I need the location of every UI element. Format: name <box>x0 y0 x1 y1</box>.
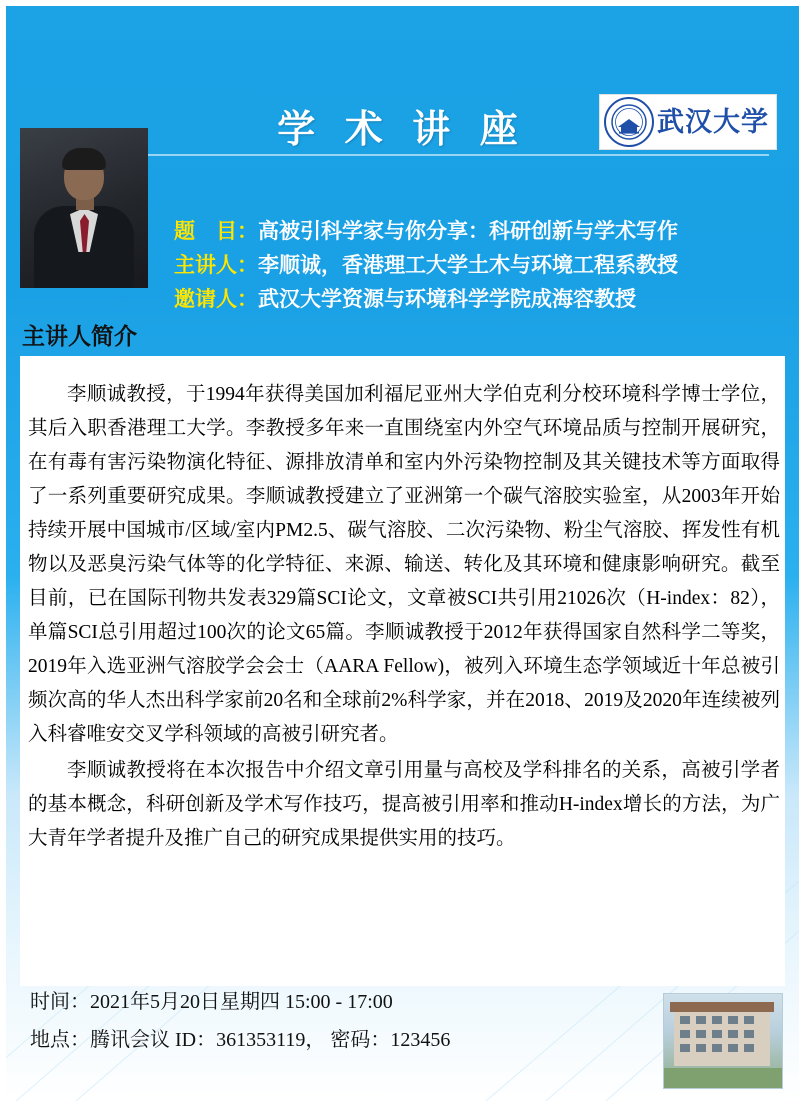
speaker-portrait <box>20 128 148 288</box>
footer-label-time: 时间： <box>30 991 90 1013</box>
university-logo-text: 武汉大学 <box>657 106 769 137</box>
campus-building-photo <box>663 993 783 1089</box>
info-row-speaker <box>174 248 784 282</box>
info-value-speaker: 李顺诚，香港理工大学土木与环境工程系教授 <box>258 253 678 277</box>
info-value-topic: 高被引科学家与你分享：科研创新与学术写作 <box>258 219 678 243</box>
info-value-inviter: 武汉大学资源与环境科学学院成海容教授 <box>258 287 636 311</box>
university-seal-icon <box>604 97 654 147</box>
lecture-info <box>174 214 784 316</box>
info-row-inviter <box>174 282 784 316</box>
bio-body <box>28 378 780 858</box>
bio-heading: 主讲人简介 <box>22 324 137 349</box>
page-title: 学 术 讲 座 <box>277 109 528 151</box>
university-logo <box>599 94 777 150</box>
info-row-topic <box>174 214 784 248</box>
footer-row-location <box>30 1021 670 1059</box>
footer-value-time: 2021年5月20日星期四 15:00 - 17:00 <box>90 991 393 1013</box>
info-label-inviter: 邀请人： <box>174 287 258 311</box>
footer-value-location: 腾讯会议 ID：361353119， 密码：123456 <box>90 1029 451 1051</box>
info-label-speaker: 主讲人： <box>174 253 258 277</box>
info-label-topic: 题 目： <box>174 219 258 243</box>
footer-row-time <box>30 983 670 1021</box>
bio-paragraph-2: 李顺诚教授将在本次报告中介绍文章引用量与高校及学科排名的关系，高被引学者的基本概念，科研创新及学术写作技巧，提高被引用率和推动H-index增长的方法，为广大青年学者提升及推广自己的研究成果提供实用的技巧。 <box>28 760 780 849</box>
event-details <box>30 983 670 1059</box>
footer-label-location: 地点： <box>30 1029 90 1051</box>
poster-frame <box>6 6 799 1101</box>
bio-paragraph-1: 李顺诚教授，于1994年获得美国加利福尼亚州大学伯克利分校环境科学博士学位，其后入职香港理工大学。李教授多年来一直围绕室内外空气环境品质与控制开展研究，在有毒有害污染物演化特征、源排放清单和室内外污染物控制及其关键技术等方面取得了一系列重要研究成果。李顺诚教授建立了亚洲第一个碳气溶胶实验室，从2003年开始持续开展中国城市/区域/室内PM2.5、碳气溶胶、二次污染物、粉尘气溶胶、挥发性有机物以及恶臭污染气体等的化学特征、来源、输送、转化及其环境和健康影响研究。截至目前，已在国际刊物共发表329篇SCI论文，文章被SCI共引用21026次（H-index：82），单篇SCI总引用超过100次的论文65篇。李顺诚教授于2012年获得国家自然科学二等奖，2019年入选亚洲气溶胶学会会士（AARA Fellow)，被列入环境生态学领域近十年总被引频次高的华人杰出科学家前20名和全球前2%科学家，并在2018、2019及2020年连续被列入科睿唯安交叉学科领域的高被引研究者。 <box>28 384 780 745</box>
